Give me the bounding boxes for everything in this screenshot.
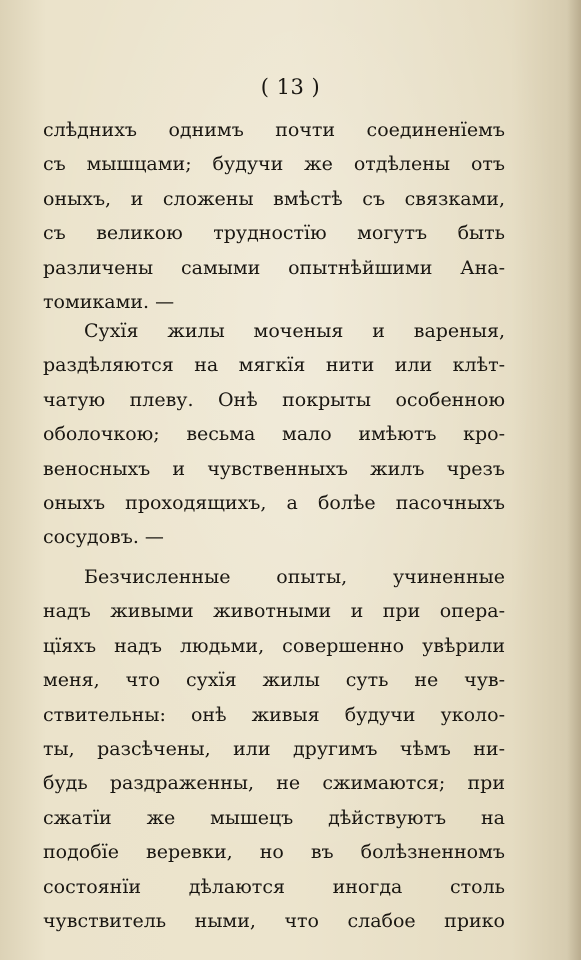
text-line: сосудовъ. — [43,526,164,549]
text-line: раздѣляются на мягкїя нити или клѣт- [43,354,505,377]
text-line: ты, разсѣчены, или другимъ чѣмъ ни- [43,737,505,760]
text-line: цїяхъ надъ людьми, совершенно увѣрили [43,634,505,657]
text-line: веносныхъ и чувственныхъ жилъ чрезъ [43,457,505,480]
paragraph-experiments [43,560,505,938]
text-line: съ великою трудностїю могутъ быть [43,222,505,245]
text-line: надъ живыми животными и при опера- [43,600,505,623]
text-line: будь раздраженны, не сжимаются; при [43,772,505,795]
text-line: подобїе веревки, но въ болѣзненномъ [43,841,505,864]
text-line: Безчисленные опыты, учиненные [84,566,505,588]
text-line: слѣднихъ однимъ почти соединенїемъ [43,119,505,141]
text-line: съ мышцами; будучи же отдѣлены отъ [43,153,505,176]
text-line: меня, что сухїя жилы суть не чув- [43,669,505,692]
paragraph-continuation [43,113,505,319]
text-line: ствительны: онѣ живыя будучи уколо- [43,703,505,726]
text-line: состоянїи дѣлаются иногда столь [43,875,505,898]
text-line: оныхъ проходящихъ, а болѣе пасочныхъ [43,491,505,514]
text-line: Сухїя жилы моченыя и вареныя, [84,320,505,342]
text-line: томиками. — [43,290,175,313]
text-line: сжатїи же мышецъ дѣйствуютъ на [43,806,505,829]
text-line: оныхъ, и сложены вмѣстѣ съ связками, [43,187,505,210]
text-line: оболочкою; весьма мало имѣютъ кро- [43,423,505,446]
text-line: различены самыми опытнѣйшими Ана- [43,256,505,279]
page-number: ( 13 ) [260,75,321,99]
paragraph-dry-tendons [43,314,505,555]
text-line: чатую плеву. Онѣ покрыты особенною [43,388,505,411]
text-line: чувствитель ными, что слабое прико [43,909,505,932]
